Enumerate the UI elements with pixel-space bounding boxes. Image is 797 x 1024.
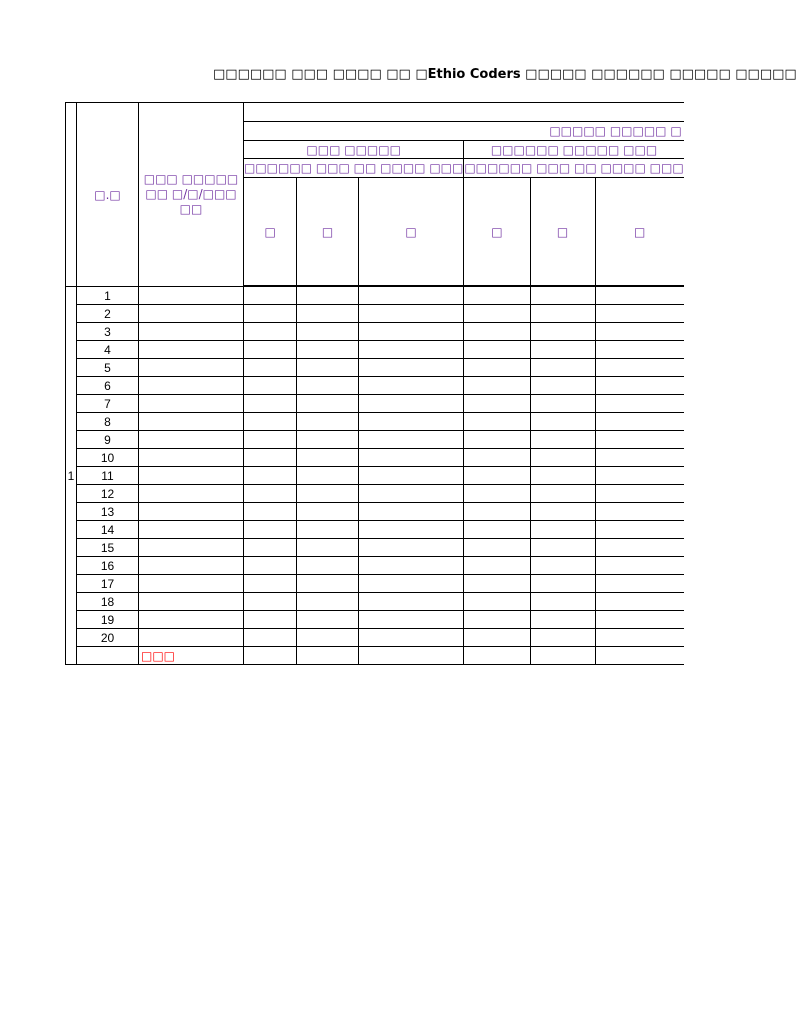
data-cell[interactable]: [358, 359, 464, 377]
data-cell[interactable]: [530, 575, 595, 593]
data-cell[interactable]: [595, 593, 684, 611]
data-cell[interactable]: [530, 287, 595, 305]
data-cell[interactable]: [139, 341, 244, 359]
data-cell[interactable]: [358, 431, 464, 449]
data-cell[interactable]: [358, 557, 464, 575]
table-row: [66, 323, 684, 341]
data-cell[interactable]: [464, 431, 530, 449]
data-cell[interactable]: [244, 467, 297, 485]
col-header-4: □: [464, 178, 530, 286]
data-cell[interactable]: [595, 341, 684, 359]
data-cell[interactable]: [530, 305, 595, 323]
data-cell[interactable]: [464, 557, 530, 575]
data-cell[interactable]: [297, 377, 358, 395]
total-label: □□□: [139, 647, 244, 665]
data-cell[interactable]: [530, 593, 595, 611]
total-blank-cell: [77, 647, 139, 665]
table-row: [66, 575, 684, 593]
data-cell[interactable]: [464, 413, 530, 431]
data-cell[interactable]: [297, 611, 358, 629]
data-cell[interactable]: [358, 413, 464, 431]
total-cell[interactable]: [464, 647, 530, 665]
data-cell[interactable]: [139, 593, 244, 611]
data-cell[interactable]: [244, 557, 297, 575]
table-row: [66, 305, 684, 323]
data-cell[interactable]: [595, 449, 684, 467]
data-cell[interactable]: [139, 323, 244, 341]
group1-subheader: □□□□□□ □□□ □□ □□□□ □□□: [244, 159, 464, 178]
group2-subheader: □□□□□□ □□□ □□ □□□□ □□□: [464, 159, 684, 178]
data-cell[interactable]: [358, 377, 464, 395]
row-number: 7: [77, 395, 139, 413]
data-cell[interactable]: [358, 287, 464, 305]
data-cell[interactable]: [358, 629, 464, 647]
data-cell[interactable]: [530, 611, 595, 629]
row-number: 5: [77, 359, 139, 377]
row-number: 2: [77, 305, 139, 323]
data-cell[interactable]: [530, 377, 595, 395]
serial-header: □.□: [77, 103, 139, 287]
table-row: [66, 485, 684, 503]
data-cell[interactable]: [244, 539, 297, 557]
data-cell[interactable]: [139, 359, 244, 377]
data-cell[interactable]: [464, 593, 530, 611]
group-column-header: [66, 103, 77, 287]
data-cell[interactable]: [244, 485, 297, 503]
table-row: [66, 395, 684, 413]
data-cell[interactable]: [139, 413, 244, 431]
data-cell[interactable]: [244, 575, 297, 593]
data-cell[interactable]: [464, 323, 530, 341]
data-cell[interactable]: [530, 629, 595, 647]
data-cell[interactable]: [139, 467, 244, 485]
row-number: 12: [77, 485, 139, 503]
data-cell[interactable]: [595, 287, 684, 305]
data-cell[interactable]: [530, 413, 595, 431]
data-cell[interactable]: [297, 485, 358, 503]
data-cell[interactable]: [139, 521, 244, 539]
data-cell[interactable]: [358, 323, 464, 341]
data-cell[interactable]: [297, 629, 358, 647]
data-cell[interactable]: [464, 611, 530, 629]
sheet-title: □□□□□□ □□□ □□□□ □□ □Ethio Coders □□□□□ □□□□□□ □□□□□ □□□□□: [213, 67, 797, 82]
table-row: [66, 449, 684, 467]
col-header-2: □: [297, 178, 358, 286]
total-cell[interactable]: [530, 647, 595, 665]
data-cell[interactable]: [530, 485, 595, 503]
data-cell[interactable]: [358, 503, 464, 521]
data-cell[interactable]: [595, 521, 684, 539]
data-cell[interactable]: [139, 395, 244, 413]
data-cell[interactable]: [530, 341, 595, 359]
table-row: [66, 539, 684, 557]
data-cell[interactable]: [464, 575, 530, 593]
row-number: 4: [77, 341, 139, 359]
row-number: 9: [77, 431, 139, 449]
data-cell[interactable]: [244, 449, 297, 467]
data-cell[interactable]: [297, 467, 358, 485]
data-cell[interactable]: [297, 593, 358, 611]
row-number: 20: [77, 629, 139, 647]
data-cell[interactable]: [464, 341, 530, 359]
data-cell[interactable]: [358, 341, 464, 359]
data-cell[interactable]: [139, 557, 244, 575]
data-cell[interactable]: [244, 287, 297, 305]
table-row: [66, 557, 684, 575]
row-number: 15: [77, 539, 139, 557]
total-cell[interactable]: [595, 647, 684, 665]
row-number: 6: [77, 377, 139, 395]
data-cell[interactable]: [358, 575, 464, 593]
row-number: 1: [77, 287, 139, 305]
row-number: 17: [77, 575, 139, 593]
data-cell[interactable]: [464, 359, 530, 377]
data-cell[interactable]: [464, 395, 530, 413]
data-cell[interactable]: [139, 287, 244, 305]
data-cell[interactable]: [297, 341, 358, 359]
row-number: 13: [77, 503, 139, 521]
data-cell[interactable]: [139, 503, 244, 521]
group2-header: □□□□□□ □□□□□ □□□: [464, 141, 684, 159]
data-cell[interactable]: [139, 611, 244, 629]
data-cell[interactable]: [595, 377, 684, 395]
data-cell[interactable]: [530, 431, 595, 449]
data-cell[interactable]: [244, 359, 297, 377]
data-cell[interactable]: [530, 467, 595, 485]
data-cell[interactable]: [244, 593, 297, 611]
data-cell[interactable]: [595, 323, 684, 341]
data-cell[interactable]: [297, 323, 358, 341]
data-cell[interactable]: [244, 323, 297, 341]
table-row: [66, 431, 684, 449]
data-cell[interactable]: [464, 287, 530, 305]
data-cell[interactable]: [530, 539, 595, 557]
data-cell[interactable]: [297, 575, 358, 593]
data-cell[interactable]: [358, 395, 464, 413]
row-number: 18: [77, 593, 139, 611]
data-cell[interactable]: [464, 485, 530, 503]
data-cell[interactable]: [464, 539, 530, 557]
table-row: [66, 341, 684, 359]
data-cell[interactable]: [297, 449, 358, 467]
row-number: 10: [77, 449, 139, 467]
data-cell[interactable]: [297, 503, 358, 521]
data-cell[interactable]: [139, 305, 244, 323]
data-cell[interactable]: [297, 413, 358, 431]
row-number: 3: [77, 323, 139, 341]
row-number: 19: [77, 611, 139, 629]
data-cell[interactable]: [244, 377, 297, 395]
data-cell[interactable]: [595, 431, 684, 449]
total-cell[interactable]: [244, 647, 297, 665]
data-cell[interactable]: [244, 611, 297, 629]
data-cell[interactable]: [464, 467, 530, 485]
data-cell[interactable]: [464, 521, 530, 539]
col-header-6: □: [595, 178, 684, 286]
data-cell[interactable]: [595, 359, 684, 377]
table-row: [66, 593, 684, 611]
data-cell[interactable]: [297, 395, 358, 413]
data-cell[interactable]: [244, 341, 297, 359]
data-cell[interactable]: [139, 539, 244, 557]
table-row: [66, 629, 684, 647]
data-cell[interactable]: [595, 503, 684, 521]
row-number: 16: [77, 557, 139, 575]
data-cell[interactable]: [244, 395, 297, 413]
row-number: 14: [77, 521, 139, 539]
data-cell[interactable]: [530, 359, 595, 377]
total-cell[interactable]: [297, 647, 358, 665]
data-cell[interactable]: [297, 359, 358, 377]
data-cell[interactable]: [244, 431, 297, 449]
group1-header: □□□ □□□□□: [244, 141, 464, 159]
data-cell[interactable]: [595, 413, 684, 431]
banner-header: □□□□□ □□□□□ □: [244, 122, 684, 141]
col-header-5: □: [530, 178, 595, 286]
data-cell[interactable]: [464, 503, 530, 521]
table-row: [66, 359, 684, 377]
data-cell[interactable]: [595, 557, 684, 575]
table-row: [66, 503, 684, 521]
data-cell[interactable]: [464, 377, 530, 395]
data-cell[interactable]: [297, 305, 358, 323]
data-cell[interactable]: [530, 395, 595, 413]
data-cell[interactable]: [244, 629, 297, 647]
table-row: [66, 413, 684, 431]
data-cell[interactable]: [358, 593, 464, 611]
data-cell[interactable]: [358, 611, 464, 629]
data-cell[interactable]: [244, 503, 297, 521]
data-cell[interactable]: [595, 539, 684, 557]
header-top-blank: [244, 103, 684, 122]
total-row: [66, 647, 684, 665]
data-cell[interactable]: [297, 287, 358, 305]
data-cell[interactable]: [530, 449, 595, 467]
data-cell[interactable]: [530, 503, 595, 521]
group-number: 1: [66, 287, 77, 665]
data-cell[interactable]: [244, 521, 297, 539]
data-cell[interactable]: [595, 305, 684, 323]
table-row: [66, 287, 684, 305]
data-cell[interactable]: [139, 431, 244, 449]
data-cell[interactable]: [244, 305, 297, 323]
data-cell[interactable]: [139, 377, 244, 395]
data-cell[interactable]: [595, 629, 684, 647]
name-column-header: □□□ □□□□□ □□ □/□/□□□ □□: [139, 103, 244, 287]
data-cell[interactable]: [530, 521, 595, 539]
data-cell[interactable]: [358, 305, 464, 323]
total-cell[interactable]: [358, 647, 464, 665]
data-cell[interactable]: [297, 539, 358, 557]
row-number: 8: [77, 413, 139, 431]
data-cell[interactable]: [595, 395, 684, 413]
data-cell[interactable]: [530, 323, 595, 341]
data-cell[interactable]: [244, 413, 297, 431]
table-row: [66, 467, 684, 485]
col-header-3: □: [358, 178, 464, 286]
data-cell[interactable]: [139, 449, 244, 467]
data-cell[interactable]: [139, 485, 244, 503]
data-cell[interactable]: [297, 557, 358, 575]
data-cell[interactable]: [464, 305, 530, 323]
data-table: [65, 102, 684, 665]
data-cell[interactable]: [358, 449, 464, 467]
data-cell[interactable]: [139, 575, 244, 593]
row-number: 11: [77, 467, 139, 485]
table-row: [66, 521, 684, 539]
table-row: [66, 377, 684, 395]
data-cell[interactable]: [595, 485, 684, 503]
data-cell[interactable]: [297, 431, 358, 449]
data-cell[interactable]: [464, 449, 530, 467]
data-cell[interactable]: [139, 629, 244, 647]
data-cell[interactable]: [530, 557, 595, 575]
data-cell[interactable]: [358, 539, 464, 557]
table-row: [66, 611, 684, 629]
data-cell[interactable]: [297, 521, 358, 539]
data-cell[interactable]: [358, 485, 464, 503]
col-header-1: □: [244, 178, 297, 286]
data-cell[interactable]: [595, 467, 684, 485]
data-cell[interactable]: [464, 629, 530, 647]
data-cell[interactable]: [358, 467, 464, 485]
data-cell[interactable]: [358, 521, 464, 539]
data-cell[interactable]: [595, 611, 684, 629]
data-cell[interactable]: [595, 575, 684, 593]
